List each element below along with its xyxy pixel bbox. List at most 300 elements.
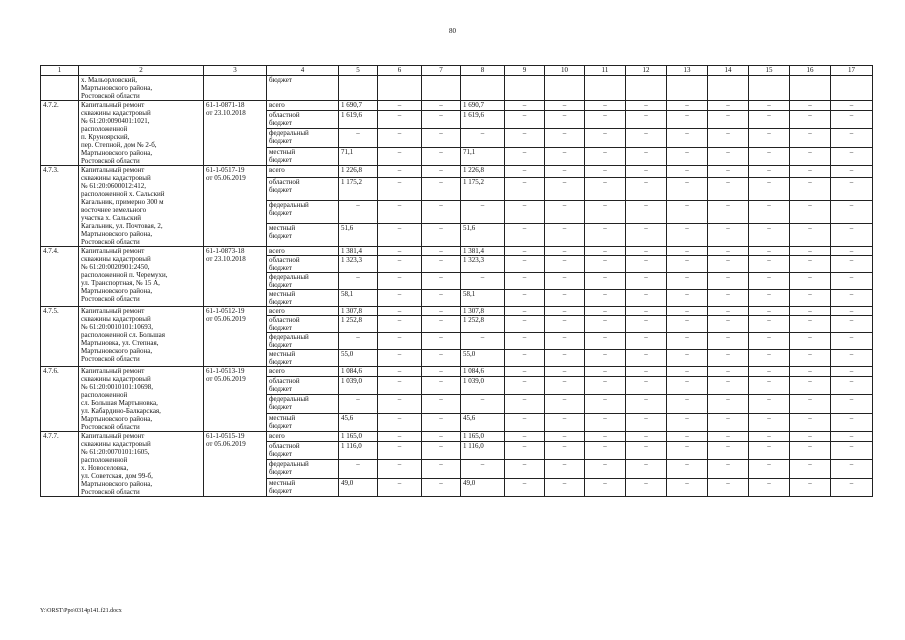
value-col-8: 1 084,6 bbox=[461, 367, 505, 377]
text-line: 61-1-0517-19 bbox=[206, 166, 245, 174]
funding-source bbox=[267, 395, 339, 413]
value-col-11: – bbox=[585, 350, 626, 367]
value-col-11: – bbox=[585, 147, 626, 165]
funding-source bbox=[267, 273, 339, 290]
text-line: федеральный bbox=[269, 333, 309, 341]
column-header: 13 bbox=[667, 66, 708, 76]
funding-source bbox=[267, 201, 339, 224]
value-col-6: – bbox=[378, 273, 422, 290]
text-line: бюджет bbox=[269, 341, 292, 349]
value-col-16: – bbox=[790, 247, 831, 256]
value-col-17: – bbox=[831, 101, 873, 111]
value-col-14: – bbox=[708, 273, 749, 290]
value-col-11: – bbox=[585, 395, 626, 413]
column-header: 4 bbox=[267, 66, 339, 76]
value-col-17: – bbox=[831, 478, 873, 496]
value-col-6: – bbox=[378, 350, 422, 367]
value-col-5: 51,6 bbox=[339, 224, 378, 247]
text-line: ул. Транспортная, № 15 А, bbox=[81, 279, 160, 287]
value-col-10: – bbox=[545, 413, 585, 431]
value-col-16: – bbox=[790, 290, 831, 307]
value-col-5: 1 175,2 bbox=[339, 178, 378, 201]
value-col-15: – bbox=[749, 201, 790, 224]
text-line: № 61:20:0600012:412, bbox=[81, 182, 147, 190]
doc-reference bbox=[204, 432, 267, 497]
column-header: 15 bbox=[749, 66, 790, 76]
value-cell bbox=[749, 76, 790, 101]
value-col-13: – bbox=[667, 273, 708, 290]
funding-source bbox=[267, 333, 339, 350]
value-col-14: – bbox=[708, 441, 749, 459]
value-col-11: – bbox=[585, 432, 626, 442]
table-row bbox=[41, 101, 873, 111]
value-col-12: – bbox=[626, 201, 667, 224]
value-col-16: – bbox=[790, 350, 831, 367]
value-col-15: – bbox=[749, 460, 790, 478]
value-cell bbox=[505, 76, 545, 101]
value-col-17: – bbox=[831, 290, 873, 307]
value-col-16: – bbox=[790, 178, 831, 201]
value-col-14: – bbox=[708, 307, 749, 316]
value-col-8: – bbox=[461, 129, 505, 147]
value-col-12: – bbox=[626, 316, 667, 333]
funding-source bbox=[267, 432, 339, 442]
funding-source bbox=[267, 441, 339, 459]
value-col-5: 1 116,0 bbox=[339, 441, 378, 459]
value-col-14: – bbox=[708, 147, 749, 165]
value-col-12: – bbox=[626, 290, 667, 307]
value-col-13: – bbox=[667, 395, 708, 413]
value-col-5: 55,0 bbox=[339, 350, 378, 367]
text-line: участка х. Сальский bbox=[81, 214, 141, 222]
value-col-7: – bbox=[422, 395, 461, 413]
value-col-13: – bbox=[667, 376, 708, 394]
text-line: от 23.10.2018 bbox=[206, 255, 246, 263]
value-col-6: – bbox=[378, 201, 422, 224]
text-line: от 05.06.2019 bbox=[206, 440, 246, 448]
value-col-8: – bbox=[461, 273, 505, 290]
value-cell bbox=[831, 76, 873, 101]
value-col-6: – bbox=[378, 367, 422, 377]
value-col-16: – bbox=[790, 129, 831, 147]
value-col-10: – bbox=[545, 201, 585, 224]
value-col-11: – bbox=[585, 367, 626, 377]
text-line: расположенной bbox=[81, 125, 128, 133]
text-line: скважины кадастровый bbox=[81, 109, 151, 117]
text-line: всего bbox=[269, 367, 285, 375]
value-col-17: – bbox=[831, 247, 873, 256]
column-header: 6 bbox=[378, 66, 422, 76]
value-col-13: – bbox=[667, 256, 708, 273]
continuation-row bbox=[41, 76, 873, 101]
value-col-10: – bbox=[545, 101, 585, 111]
text-line: бюджет bbox=[269, 264, 292, 272]
value-col-7: – bbox=[422, 178, 461, 201]
value-col-11: – bbox=[585, 256, 626, 273]
text-line: Мартыновского района, bbox=[81, 347, 153, 355]
text-line: местный bbox=[269, 147, 296, 156]
value-col-13: – bbox=[667, 307, 708, 316]
value-col-9: – bbox=[505, 290, 545, 307]
text-line: бюджет bbox=[269, 137, 292, 146]
value-col-12: – bbox=[626, 101, 667, 111]
funding-source bbox=[267, 413, 339, 431]
value-col-7: – bbox=[422, 201, 461, 224]
value-col-16: – bbox=[790, 110, 831, 128]
header-row bbox=[41, 66, 873, 76]
value-col-6: – bbox=[378, 413, 422, 431]
text-line: областной bbox=[269, 376, 300, 385]
value-col-10: – bbox=[545, 395, 585, 413]
value-col-12: – bbox=[626, 256, 667, 273]
doc-reference bbox=[204, 367, 267, 432]
value-col-15: – bbox=[749, 333, 790, 350]
value-col-16: – bbox=[790, 432, 831, 442]
value-cell bbox=[339, 76, 378, 101]
text-line: бюджет bbox=[269, 324, 292, 332]
column-header: 1 bbox=[41, 66, 79, 76]
value-col-11: – bbox=[585, 247, 626, 256]
value-col-12: – bbox=[626, 478, 667, 496]
item-description bbox=[79, 307, 204, 367]
value-col-16: – bbox=[790, 376, 831, 394]
value-col-8: 71,1 bbox=[461, 147, 505, 165]
value-col-16: – bbox=[790, 441, 831, 459]
funding-source bbox=[267, 256, 339, 273]
value-col-13: – bbox=[667, 147, 708, 165]
value-col-15: – bbox=[749, 307, 790, 316]
funding-source bbox=[267, 376, 339, 394]
value-col-15: – bbox=[749, 166, 790, 178]
value-col-8: – bbox=[461, 460, 505, 478]
value-col-15: – bbox=[749, 290, 790, 307]
value-col-11: – bbox=[585, 478, 626, 496]
value-col-12: – bbox=[626, 147, 667, 165]
value-col-5: 58,1 bbox=[339, 290, 378, 307]
value-col-12: – bbox=[626, 333, 667, 350]
value-col-5: – bbox=[339, 460, 378, 478]
text-line: скважины кадастровый bbox=[81, 375, 151, 383]
value-col-7: – bbox=[422, 350, 461, 367]
value-col-11: – bbox=[585, 178, 626, 201]
value-col-12: – bbox=[626, 367, 667, 377]
text-line: 61-1-0513-19 bbox=[206, 367, 245, 375]
value-col-6: – bbox=[378, 247, 422, 256]
value-col-7: – bbox=[422, 247, 461, 256]
text-line: от 05.06.2019 bbox=[206, 315, 246, 323]
value-col-9: – bbox=[505, 441, 545, 459]
value-col-16: – bbox=[790, 273, 831, 290]
value-col-15: – bbox=[749, 178, 790, 201]
text-line: скважины кадастровый bbox=[81, 315, 151, 323]
value-col-14: – bbox=[708, 432, 749, 442]
text-line: расположенной bbox=[81, 391, 128, 399]
value-col-12: – bbox=[626, 110, 667, 128]
value-col-15: – bbox=[749, 256, 790, 273]
text-line: от 05.06.2019 bbox=[206, 174, 246, 182]
text-line: федеральный bbox=[269, 273, 309, 281]
value-col-5: 1 084,6 bbox=[339, 367, 378, 377]
value-col-14: – bbox=[708, 316, 749, 333]
text-line: местный bbox=[269, 478, 296, 487]
text-line: от 23.10.2018 bbox=[206, 109, 246, 117]
doc-reference bbox=[204, 166, 267, 247]
value-col-15: – bbox=[749, 247, 790, 256]
value-col-7: – bbox=[422, 441, 461, 459]
column-header: 9 bbox=[505, 66, 545, 76]
value-col-13: – bbox=[667, 367, 708, 377]
value-col-14: – bbox=[708, 367, 749, 377]
value-col-9: – bbox=[505, 166, 545, 178]
funding-source bbox=[267, 478, 339, 496]
text-line: расположенной сл. Большая bbox=[81, 331, 165, 339]
value-col-10: – bbox=[545, 316, 585, 333]
file-path-footer: Y:\ORST\Ppo\0314p141.f21.docx bbox=[40, 608, 122, 614]
value-cell bbox=[790, 76, 831, 101]
funding-source bbox=[267, 147, 339, 165]
funding-source bbox=[267, 307, 339, 316]
value-col-12: – bbox=[626, 273, 667, 290]
text-line: областной bbox=[269, 441, 300, 450]
text-line: всего bbox=[269, 307, 285, 315]
value-col-6: – bbox=[378, 441, 422, 459]
value-col-8: 51,6 bbox=[461, 224, 505, 247]
value-col-17: – bbox=[831, 110, 873, 128]
funding-source bbox=[267, 110, 339, 128]
value-col-17: – bbox=[831, 224, 873, 247]
value-col-12: – bbox=[626, 129, 667, 147]
value-col-14: – bbox=[708, 395, 749, 413]
value-col-8: 1 619,6 bbox=[461, 110, 505, 128]
value-col-12: – bbox=[626, 178, 667, 201]
value-col-13: – bbox=[667, 350, 708, 367]
value-col-9: – bbox=[505, 432, 545, 442]
value-col-17: – bbox=[831, 166, 873, 178]
value-col-8: 58,1 bbox=[461, 290, 505, 307]
text-line: всего bbox=[269, 247, 285, 255]
value-col-11: – bbox=[585, 290, 626, 307]
funding-source bbox=[267, 129, 339, 147]
value-col-15: – bbox=[749, 110, 790, 128]
text-line: бюджет bbox=[269, 358, 292, 366]
text-line: Мартыновка, ул. Степная, bbox=[81, 339, 159, 347]
text-line: пер. Степной, дом № 2-б, bbox=[81, 141, 157, 149]
value-col-14: – bbox=[708, 290, 749, 307]
text-line: Капитальный ремонт bbox=[81, 247, 145, 255]
value-col-15: – bbox=[749, 367, 790, 377]
value-col-14: – bbox=[708, 460, 749, 478]
text-line: № 61:20:0020901:2450, bbox=[81, 263, 150, 271]
value-col-7: – bbox=[422, 367, 461, 377]
value-col-9: – bbox=[505, 247, 545, 256]
text-line: областной bbox=[269, 316, 300, 324]
value-col-14: – bbox=[708, 178, 749, 201]
value-col-8: 1 039,0 bbox=[461, 376, 505, 394]
text-line: от 05.06.2019 bbox=[206, 375, 246, 383]
value-col-6: – bbox=[378, 129, 422, 147]
text-line: № 61:20:0090401:1021, bbox=[81, 117, 150, 125]
value-cell bbox=[545, 76, 585, 101]
text-line: 61-1-0515-19 bbox=[206, 432, 245, 440]
value-col-5: 1 226,8 bbox=[339, 166, 378, 178]
value-col-9: – bbox=[505, 478, 545, 496]
text-line: бюджет bbox=[269, 118, 292, 127]
value-col-11: – bbox=[585, 129, 626, 147]
value-col-14: – bbox=[708, 166, 749, 178]
funding-source bbox=[267, 290, 339, 307]
table-row bbox=[41, 247, 873, 256]
value-col-17: – bbox=[831, 256, 873, 273]
value-col-14: – bbox=[708, 376, 749, 394]
value-col-6: – bbox=[378, 147, 422, 165]
value-col-7: – bbox=[422, 460, 461, 478]
value-col-8: 45,6 bbox=[461, 413, 505, 431]
item-number: 4.7.5. bbox=[41, 307, 79, 367]
value-col-13: – bbox=[667, 110, 708, 128]
value-cell bbox=[585, 76, 626, 101]
value-col-10: – bbox=[545, 290, 585, 307]
text-line: Капитальный ремонт bbox=[81, 432, 145, 440]
column-header: 8 bbox=[461, 66, 505, 76]
value-col-9: – bbox=[505, 110, 545, 128]
value-col-7: – bbox=[422, 307, 461, 316]
value-col-10: – bbox=[545, 256, 585, 273]
value-col-9: – bbox=[505, 129, 545, 147]
text-line: сл. Большая Мартыновка, bbox=[81, 399, 158, 407]
text-line: х. Мальорловский, bbox=[81, 76, 137, 84]
text-line: Мартыновского района, bbox=[81, 149, 153, 157]
value-col-12: – bbox=[626, 376, 667, 394]
value-col-14: – bbox=[708, 110, 749, 128]
value-col-6: – bbox=[378, 432, 422, 442]
funding-source bbox=[267, 350, 339, 367]
text-line: федеральный bbox=[269, 201, 309, 210]
value-col-14: – bbox=[708, 201, 749, 224]
doc-reference bbox=[204, 247, 267, 307]
value-col-15: – bbox=[749, 224, 790, 247]
value-cell bbox=[626, 76, 667, 101]
text-line: бюджет bbox=[269, 186, 292, 195]
value-col-7: – bbox=[422, 256, 461, 273]
item-description bbox=[79, 101, 204, 166]
value-col-16: – bbox=[790, 256, 831, 273]
value-col-8: 1 165,0 bbox=[461, 432, 505, 442]
value-col-16: – bbox=[790, 201, 831, 224]
funding-source: бюджет bbox=[267, 76, 339, 101]
value-col-12: – bbox=[626, 224, 667, 247]
value-col-9: – bbox=[505, 307, 545, 316]
value-col-13: – bbox=[667, 224, 708, 247]
value-col-14: – bbox=[708, 129, 749, 147]
text-line: Капитальный ремонт bbox=[81, 101, 145, 109]
value-col-9: – bbox=[505, 178, 545, 201]
value-col-6: – bbox=[378, 101, 422, 111]
column-header: 11 bbox=[585, 66, 626, 76]
value-col-10: – bbox=[545, 460, 585, 478]
value-cell bbox=[667, 76, 708, 101]
value-col-7: – bbox=[422, 147, 461, 165]
value-cell bbox=[708, 76, 749, 101]
value-col-11: – bbox=[585, 101, 626, 111]
item-number: 4.7.3. bbox=[41, 166, 79, 247]
value-col-8: 1 307,8 bbox=[461, 307, 505, 316]
column-header: 17 bbox=[831, 66, 873, 76]
value-col-10: – bbox=[545, 367, 585, 377]
value-col-8: 55,0 bbox=[461, 350, 505, 367]
item-description bbox=[79, 166, 204, 247]
value-col-6: – bbox=[378, 316, 422, 333]
table-row bbox=[41, 166, 873, 178]
text-line: расположенной п. Черемухи, bbox=[81, 271, 168, 279]
funding-source bbox=[267, 166, 339, 178]
value-col-11: – bbox=[585, 333, 626, 350]
value-col-13: – bbox=[667, 413, 708, 431]
value-col-5: – bbox=[339, 333, 378, 350]
value-col-11: – bbox=[585, 166, 626, 178]
value-col-17: – bbox=[831, 178, 873, 201]
value-col-13: – bbox=[667, 441, 708, 459]
text-line: Ростовской области bbox=[81, 295, 140, 303]
text-line: бюджет bbox=[269, 384, 292, 393]
text-line: Ростовской области bbox=[81, 238, 140, 246]
text-line: Ростовской области bbox=[81, 423, 140, 431]
text-line: Мартыновского района, bbox=[81, 415, 153, 423]
text-line: местный bbox=[269, 350, 296, 358]
value-col-15: – bbox=[749, 147, 790, 165]
value-col-10: – bbox=[545, 307, 585, 316]
item-number: 4.7.7. bbox=[41, 432, 79, 497]
text-line: всего bbox=[269, 432, 285, 440]
item-description bbox=[79, 367, 204, 432]
value-col-9: – bbox=[505, 316, 545, 333]
item-number bbox=[41, 76, 79, 101]
value-col-8: – bbox=[461, 333, 505, 350]
value-col-8: – bbox=[461, 395, 505, 413]
text-line: бюджет bbox=[269, 486, 292, 495]
text-line: местный bbox=[269, 413, 296, 422]
value-col-10: – bbox=[545, 247, 585, 256]
text-line: областной bbox=[269, 178, 300, 187]
value-col-8: 1 252,8 bbox=[461, 316, 505, 333]
value-col-16: – bbox=[790, 460, 831, 478]
value-col-7: – bbox=[422, 166, 461, 178]
value-col-12: – bbox=[626, 460, 667, 478]
text-line: Мартыновского района, bbox=[81, 287, 153, 295]
text-line: 61-1-0512-19 bbox=[206, 307, 245, 315]
value-col-9: – bbox=[505, 273, 545, 290]
value-col-10: – bbox=[545, 478, 585, 496]
value-col-12: – bbox=[626, 350, 667, 367]
text-line: х. Новоселовка, bbox=[81, 464, 129, 472]
value-col-13: – bbox=[667, 432, 708, 442]
value-col-7: – bbox=[422, 333, 461, 350]
value-col-16: – bbox=[790, 307, 831, 316]
text-line: бюджет bbox=[269, 209, 292, 218]
value-col-17: – bbox=[831, 350, 873, 367]
value-col-13: – bbox=[667, 101, 708, 111]
text-line: бюджет bbox=[269, 155, 292, 164]
value-col-13: – bbox=[667, 316, 708, 333]
column-header: 7 bbox=[422, 66, 461, 76]
text-line: Ростовской области bbox=[81, 157, 140, 165]
value-col-12: – bbox=[626, 441, 667, 459]
value-col-15: – bbox=[749, 478, 790, 496]
text-line: местный bbox=[269, 224, 296, 233]
column-header: 14 bbox=[708, 66, 749, 76]
text-line: бюджет bbox=[269, 421, 292, 430]
value-col-5: 1 252,8 bbox=[339, 316, 378, 333]
text-line: 61-1-0873-18 bbox=[206, 247, 245, 255]
